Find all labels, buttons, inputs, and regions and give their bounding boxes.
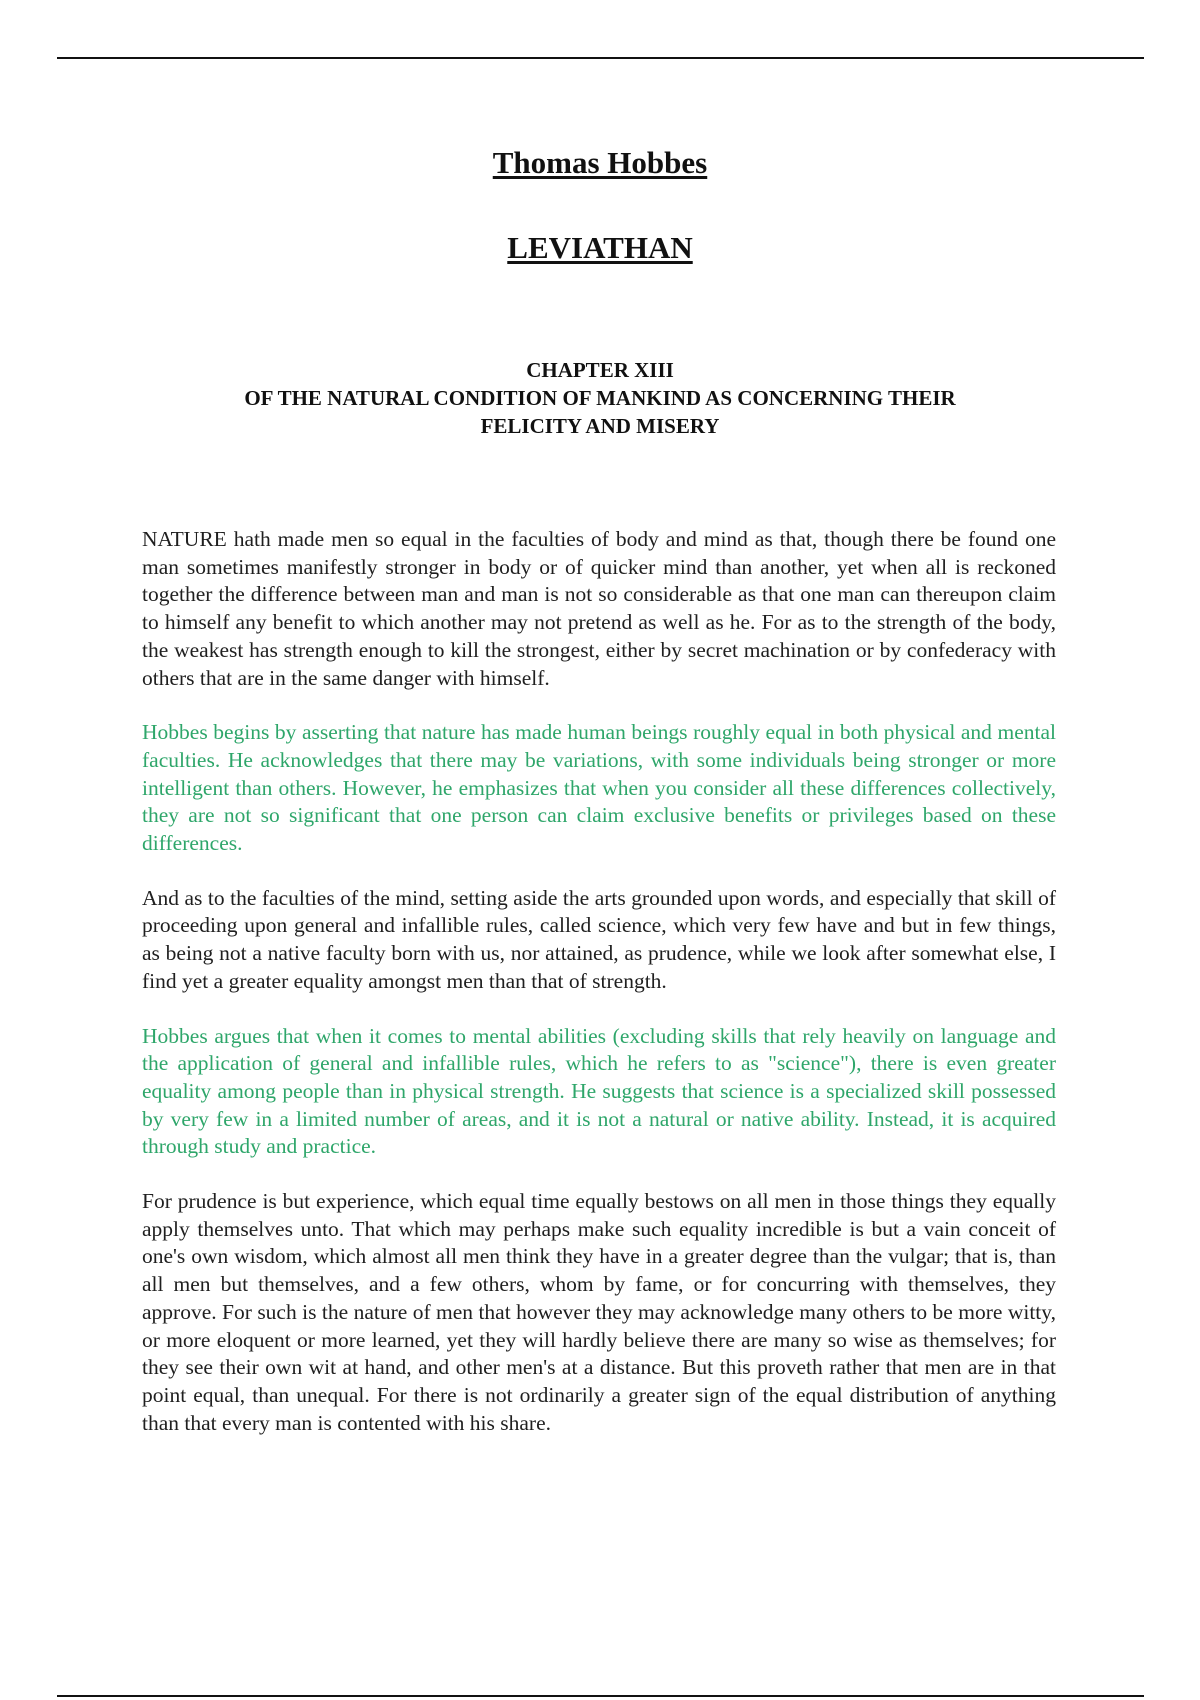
chapter-heading xyxy=(150,356,1050,440)
commentary-paragraph: Hobbes begins by asserting that nature has made human beings roughly equal in both physical and mental faculties. He acknowledges that there may be variations, with some individuals being stronger or more intelligent than others. However, he emphasizes that when you consider all these differences collectively, they are not so significant that one person can claim exclusive benefits or privileges based on these differences. xyxy=(142,720,1056,856)
original-paragraph: For prudence is but experience, which equal time equally bestows on all men in those things they equally apply themselves unto. That which may perhaps make such equality incredible is but a vain conceit of one's own wisdom, which almost all men think they have in a greater degree than the vulgar; that is, than all men but themselves, and a few others, whom by fame, or for concurring with themselves, they approve. For such is the nature of men that however they may acknowledge many others to be more witty, or more eloquent or more learned, yet they will hardly believe there are many so wise as themselves; for they see their own wit at hand, and other men's at a distance. But this proveth rather that men are in that point equal, than unequal. For there is not ordinarily a greater sign of the equal distribution of anything than that every man is contented with his share. xyxy=(142,1189,1056,1435)
bottom-rule xyxy=(57,1695,1144,1697)
book-title: LEVIATHAN xyxy=(507,230,693,265)
chapter-number: CHAPTER XIII xyxy=(526,358,674,382)
chapter-title-line-1: OF THE NATURAL CONDITION OF MANKIND AS CONCERNING THEIR xyxy=(244,386,956,410)
original-paragraph: NATURE hath made men so equal in the faculties of body and mind as that, though there be found one man sometimes manifestly stronger in body or of quicker mind than another, yet when all is reckoned together the difference between man and man is not so considerable as that one man can thereupon claim to himself any benefit to which another may not pretend as well as he. For as to the strength of the body, the weakest has strength enough to kill the strongest, either by secret machination or by confederacy with others that are in the same danger with himself. xyxy=(142,527,1056,690)
top-rule xyxy=(57,57,1144,59)
author-name: Thomas Hobbes xyxy=(492,145,708,180)
body-text xyxy=(142,526,1056,1464)
chapter-title-line-2: FELICITY AND MISERY xyxy=(480,414,720,438)
original-paragraph: And as to the faculties of the mind, setting aside the arts grounded upon words, and especially that skill of proceeding upon general and infallible rules, called science, which very few have and but in few things, as being not a native faculty born with us, nor attained, as prudence, while we look after somewhat else, I find yet a greater equality amongst men than that of strength. xyxy=(142,885,1056,993)
commentary-paragraph: Hobbes argues that when it comes to mental abilities (excluding skills that rely heavily on language and the application of general and infallible rules, which he refers to as "science"), there is even greater equality among people than in physical strength. He suggests that science is a specialized skill possessed by very few in a limited number of areas, and it is not a natural or native ability. Instead, it is acquired through study and practice. xyxy=(142,1023,1056,1159)
